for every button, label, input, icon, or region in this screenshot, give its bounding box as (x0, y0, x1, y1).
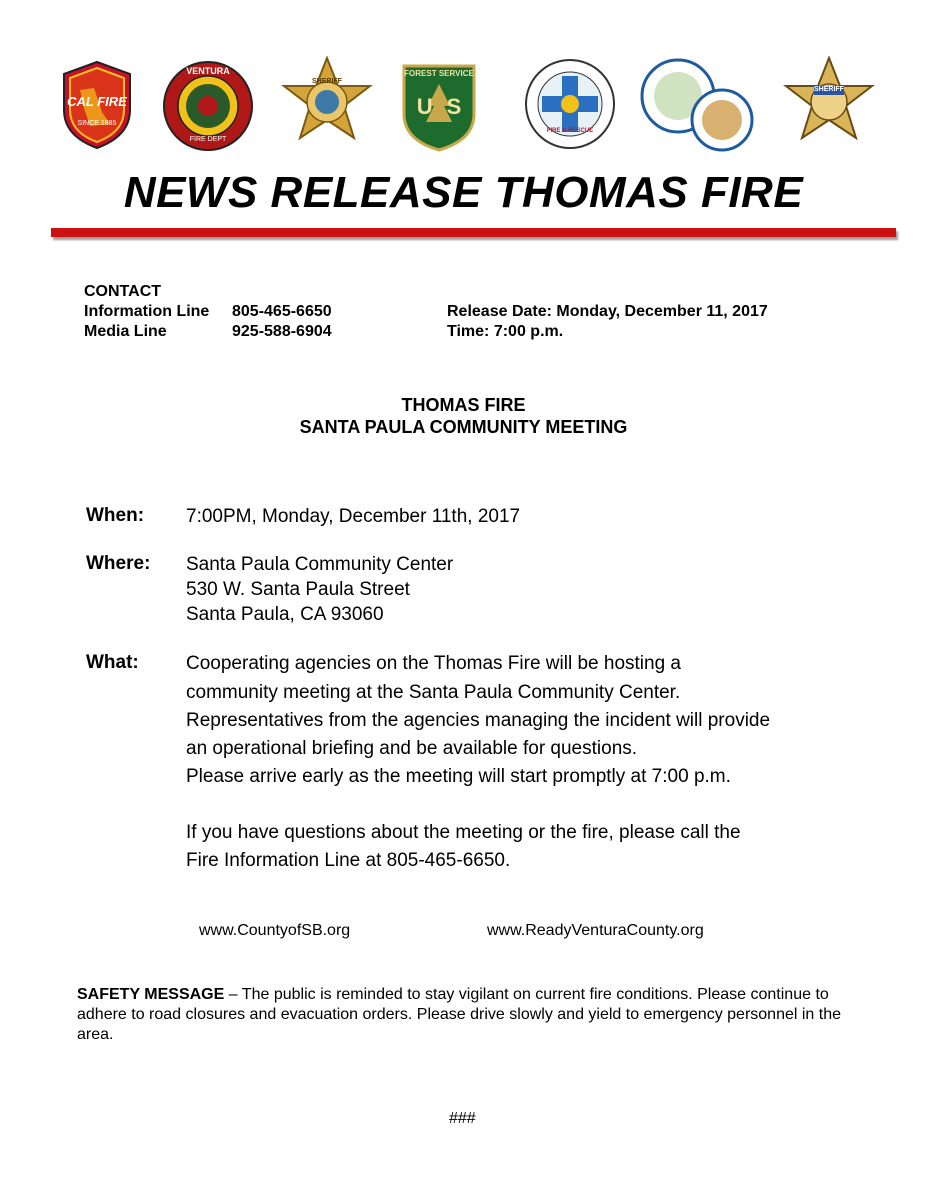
when-label: When: (86, 505, 145, 526)
info-line-number: 805-465-6650 (232, 303, 332, 320)
media-line-number: 925-588-6904 (232, 323, 332, 340)
page-title: NEWS RELEASE THOMAS FIRE (123, 168, 804, 217)
contact-heading: CONTACT (84, 283, 162, 300)
title-divider (51, 228, 896, 237)
what-line: Please arrive early as the meeting will start promptly at 7:00 p.m. (186, 766, 731, 787)
info-line-label: Information Line (84, 303, 210, 320)
end-mark: ### (449, 1110, 476, 1127)
questions-line: Fire Information Line at 805-465-6650. (186, 850, 511, 871)
cal-fire-logo (60, 60, 134, 150)
where-line: 530 W. Santa Paula Street (186, 579, 410, 600)
where-line: Santa Paula Community Center (186, 554, 454, 575)
ventura-logo-subtext: FIRE DEPT (189, 136, 227, 143)
event-heading-line2: SANTA PAULA COMMUNITY MEETING (299, 417, 628, 437)
when-value: 7:00PM, Monday, December 11th, 2017 (186, 506, 521, 527)
forest-service-text: FOREST SERVICE (404, 69, 474, 78)
county-sb-link[interactable]: www.CountyofSB.org (199, 922, 351, 939)
where-line: Santa Paula, CA 93060 (186, 604, 384, 625)
forest-service-subtext: US (416, 94, 476, 119)
what-line: Representatives from the agencies managing the incident will provide (186, 710, 771, 731)
release-date: Release Date: Monday, December 11, 2017 (447, 303, 768, 320)
event-heading-line1: THOMAS FIRE (401, 395, 526, 415)
safety-message (77, 985, 847, 1045)
ventura-fire-dept-logo (162, 60, 254, 152)
forest-service-shield (400, 60, 478, 152)
questions-line: If you have questions about the meeting or the fire, please call the (186, 822, 741, 843)
cal-fire-logo-text: CAL FIRE (67, 94, 127, 109)
what-line: an operational briefing and be available for questions. (186, 738, 638, 759)
what-line: community meeting at the Santa Paula Community Center. (186, 682, 681, 703)
where-label: Where: (86, 553, 151, 574)
ventura-logo-text: VENTURA (186, 66, 230, 76)
what-line: Cooperating agencies on the Thomas Fire will be hosting a (186, 653, 681, 674)
safety-text: – The public is reminded to stay vigilant on current fire conditions. Please continue to adhere to road closures and evacuation orders. Please drive slowly and yield to emergency personnel in the area. (77, 986, 841, 1043)
ventura-county-fire-logo (524, 58, 616, 150)
cal-fire-logo-subtext: SINCE 1885 (77, 120, 117, 127)
ready-ventura-link[interactable]: www.ReadyVenturaCounty.org (487, 922, 704, 939)
media-line-label: Media Line (84, 323, 167, 340)
safety-label: SAFETY MESSAGE (77, 986, 225, 1003)
release-time: Time: 7:00 p.m. (447, 323, 564, 340)
santa-barbara-sheriff-badge (280, 56, 374, 150)
vc-fire-subtext: FIRE & RESCUE (546, 128, 594, 134)
what-label: What: (86, 652, 139, 673)
ventura-sheriff-badge (782, 56, 876, 150)
vc-sheriff-text: SHERIFF (814, 86, 844, 93)
sb-sheriff-text: SHERIFF (312, 78, 342, 85)
santa-barbara-county-fire-logo (640, 58, 754, 152)
